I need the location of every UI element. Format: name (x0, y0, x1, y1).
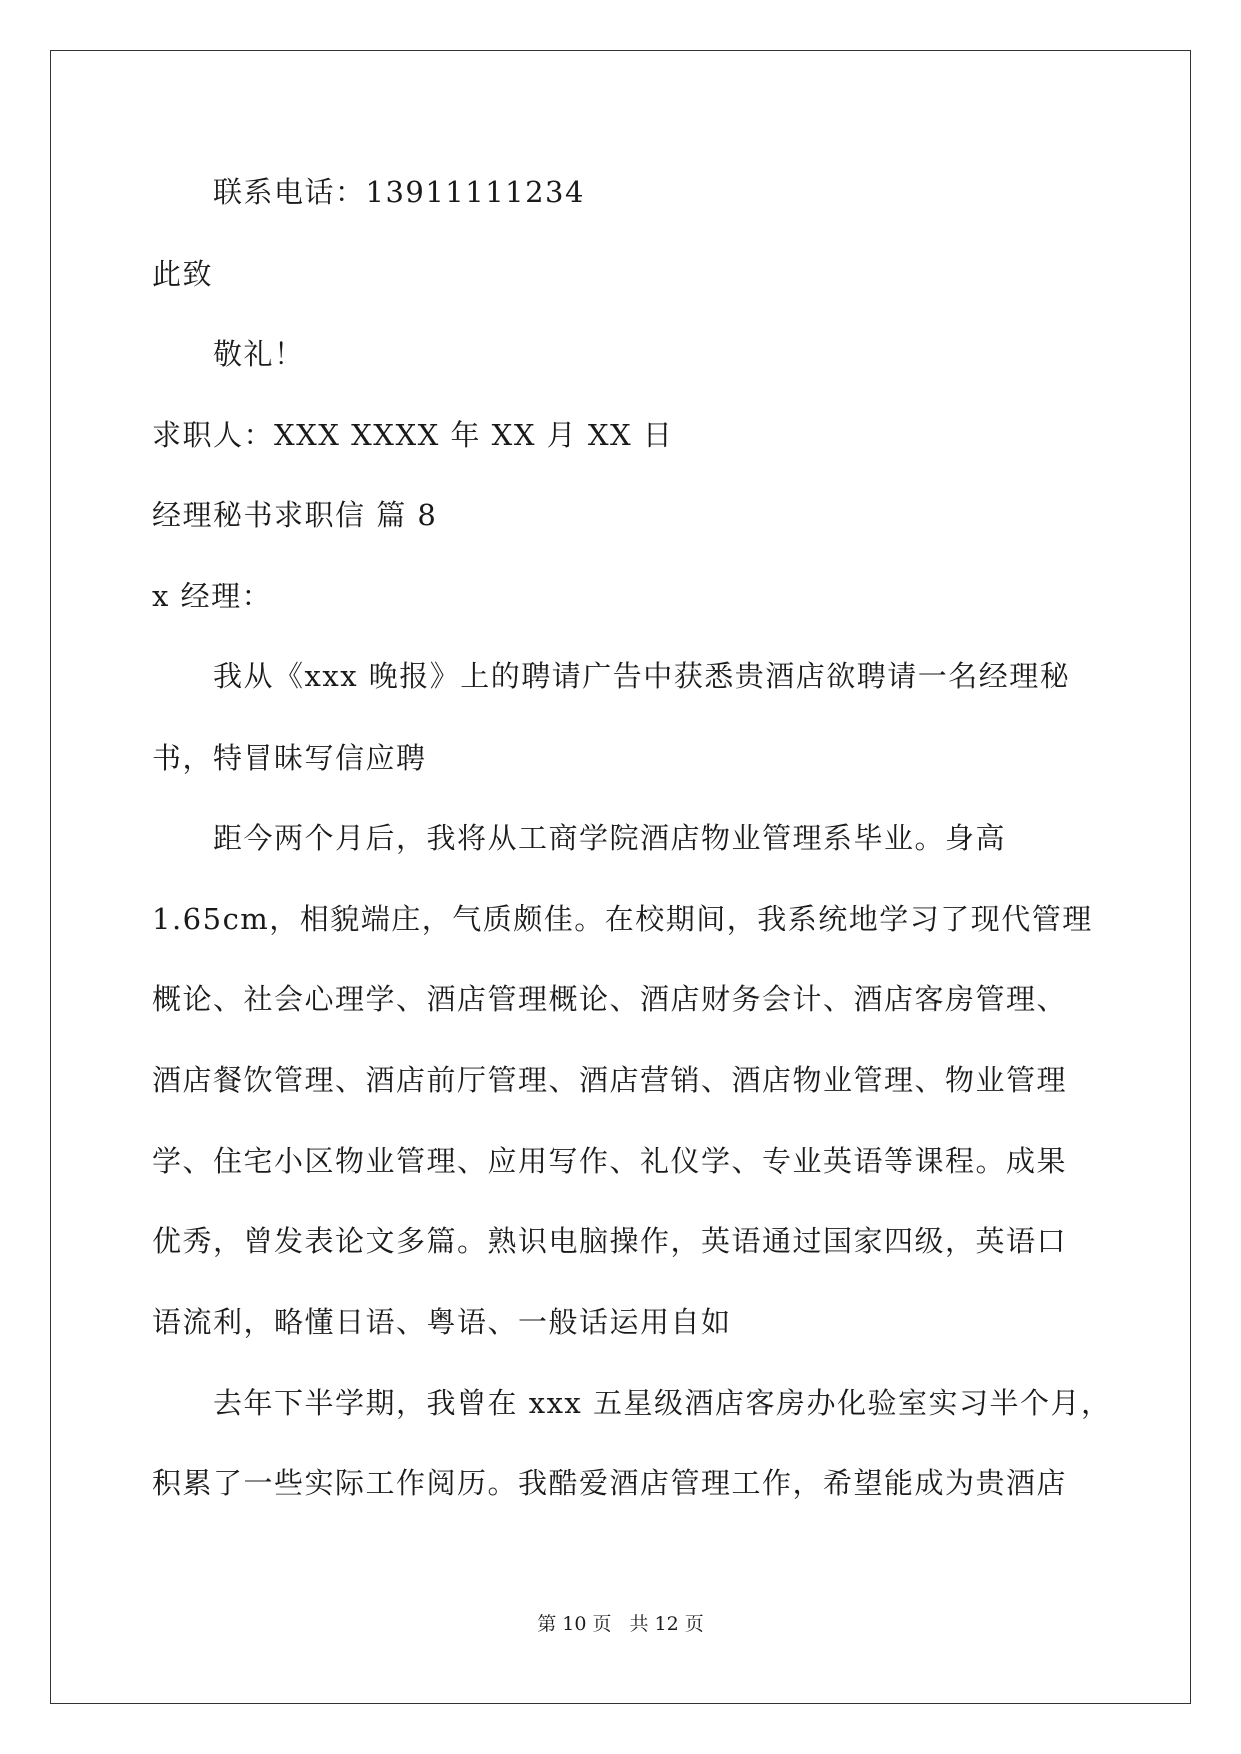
page-border (50, 50, 1191, 1704)
page-footer (0, 1612, 1241, 1636)
closing-salutation-line: 此致 (152, 257, 214, 291)
recipient-greeting: x 经理： (152, 579, 273, 613)
body-text-line: 概论、社会心理学、酒店管理概论、酒店财务会计、酒店客房管理、 (152, 982, 1068, 1016)
applicant-date-line: 求职人：XXX XXXX 年 XX 月 XX 日 (152, 418, 674, 452)
page-number: 第 10 页 (537, 1613, 612, 1635)
body-text-line: 语流利，略懂日语、粤语、一般话运用自如 (152, 1305, 732, 1339)
body-text-line: 优秀，曾发表论文多篇。熟识电脑操作，英语通过国家四级，英语口 (152, 1224, 1068, 1258)
body-text-line: 距今两个月后，我将从工商学院酒店物业管理系毕业。身高 (213, 821, 1007, 855)
contact-phone-line: 联系电话：13911111234 (213, 175, 585, 209)
body-text-line: 积累了一些实际工作阅历。我酷爱酒店管理工作，希望能成为贵酒店 (152, 1466, 1068, 1500)
section-heading: 经理秘书求职信 篇 8 (152, 498, 438, 532)
closing-respect-line: 敬礼！ (213, 337, 305, 371)
body-text-line: 酒店餐饮管理、酒店前厅管理、酒店营销、酒店物业管理、物业管理 (152, 1063, 1068, 1097)
body-text-line: 1.65cm，相貌端庄，气质颇佳。在校期间，我系统地学习了现代管理 (152, 902, 1093, 936)
body-text-line: 学、住宅小区物业管理、应用写作、礼仪学、专业英语等课程。成果 (152, 1144, 1068, 1178)
page-total: 共 12 页 (629, 1613, 704, 1635)
body-text-line: 书，特冒昧写信应聘 (152, 741, 427, 775)
body-text-line: 我从《xxx 晚报》上的聘请广告中获悉贵酒店欲聘请一名经理秘 (213, 659, 1071, 693)
body-text-line: 去年下半学期，我曾在 xxx 五星级酒店客房办化验室实习半个月， (213, 1386, 1112, 1420)
